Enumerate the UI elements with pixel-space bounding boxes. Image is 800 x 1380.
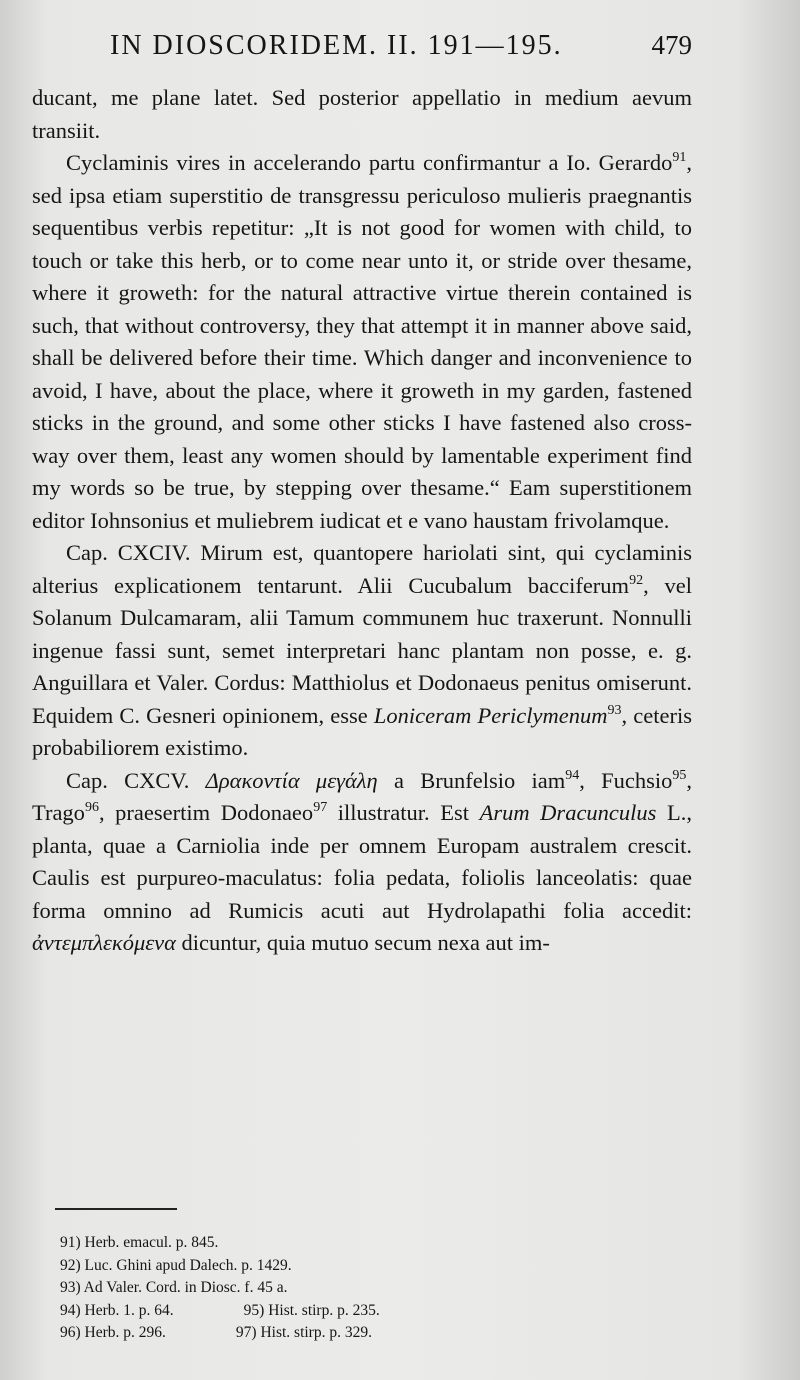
paragraph-3: [32, 537, 692, 765]
main-text: [32, 82, 692, 960]
footnote-ref: 94: [565, 767, 580, 783]
paragraph-1: ducant, me plane latet. Sed posterior appellatio in medium aevum transiit.: [32, 85, 692, 143]
italic-plant-name: Loniceram Periclymenum: [373, 702, 608, 728]
footnote-row: [60, 1300, 680, 1323]
italic-plant-name: Arum Dracunculus: [479, 800, 657, 825]
footnotes: [60, 1232, 680, 1345]
footnote-92: 92) Luc. Ghini apud Dalech. p. 1429.: [60, 1256, 292, 1274]
running-header: [110, 30, 692, 62]
paragraph-2: [32, 147, 692, 537]
footnote-ref: 93: [607, 702, 622, 718]
text-run: , praesertim Dodonaeo: [98, 800, 314, 825]
footnote-94: 94) Herb. 1. p. 64.: [60, 1301, 174, 1319]
text-run: , sed ipsa etiam superstitio de transgressu periculoso mulieris praegnantis sequentibus verbis repetitur: „It is not good for women with child, to touch or take this herb, or to come near unto it, or stride over thesame, where it groweth: for the natural attractive virtue therein contained is such, that without controversy, they that attempt it in manner above said, shall be delivered before their time. Which danger and inconvenience to avoid, I have, about the place, where it groweth in my garden, fastened sticks in the ground, and some other sticks I have fastened also cross-way over them, least any women should by lamentable experiment find my words so be true, by stepping over thesame.“ Eam superstitionem editor Iohnsonius et muliebrem iudicat et e vano haustam frivolamque.: [32, 150, 692, 533]
running-title: IN DIOSCORIDEM. II. 191—195.: [110, 30, 563, 61]
greek-term: Δρακοντία μεγάλη: [205, 767, 378, 793]
footnote-ref: 91: [672, 150, 687, 165]
text-run: , vel Solanum Dulcamaram, alii Tamum communem huc traxerunt. Nonnulli ingenue fassi sunt, semet interpretari hanc plantam non posse, e. g. Anguillara et Valer. Cordus: Matthiolus et Dodonaeus penitus omiserunt. Equidem C. Gesneri opinionem, esse: [32, 572, 692, 728]
greek-term: ἀντεμπλεκόμενα: [32, 930, 176, 955]
footnote-row: [60, 1322, 680, 1345]
footnote-95: 95) Hist. stirp. p. 235.: [243, 1301, 380, 1319]
text-run: illustratur. Est: [327, 800, 480, 825]
text-run: a Brunfelsio iam: [377, 767, 566, 793]
text-run: dicuntur, quia mutuo secum nexa aut im-: [175, 930, 550, 955]
paragraph-4: [32, 765, 692, 960]
footnote-96: 96) Herb. p. 296.: [60, 1324, 166, 1341]
text-run: Cyclaminis vires in accelerando partu confirmantur a Io. Gerardo: [66, 150, 673, 175]
text-run: L., planta, quae a Carniolia inde per omnem Europam australem crescit. Caulis est purpureo-maculatus: folia pedata, foliolis lanceolatis: quae forma omnino ad Rumicis acuti aut Hydrolapathi folia accedit:: [32, 800, 693, 923]
text-run: Cap. CXCV.: [66, 767, 206, 793]
page-number: 479: [651, 30, 692, 60]
footnote-ref: 97: [313, 800, 328, 815]
text-run: , Trago: [32, 767, 693, 825]
text-run: Cap. CXCIV. Mirum est, quantopere hariolati sint, qui cyclaminis alterius explicationem tentarunt. Alii Cucubalum bacciferum: [32, 540, 692, 598]
footnote-97: 97) Hist. stirp. p. 329.: [235, 1324, 372, 1341]
footnote-ref: 95: [672, 767, 687, 783]
text-run: , Fuchsio: [579, 767, 673, 793]
footnote-ref: 92: [629, 572, 644, 588]
footnote-ref: 96: [84, 800, 99, 815]
footnote-separator: [55, 1208, 177, 1210]
text-run: , ceteris probabiliorem existimo.: [32, 702, 692, 760]
footnote-93: 93) Ad Valer. Cord. in Diosc. f. 45 a.: [60, 1279, 288, 1296]
footnote-91: 91) Herb. emacul. p. 845.: [60, 1234, 219, 1251]
